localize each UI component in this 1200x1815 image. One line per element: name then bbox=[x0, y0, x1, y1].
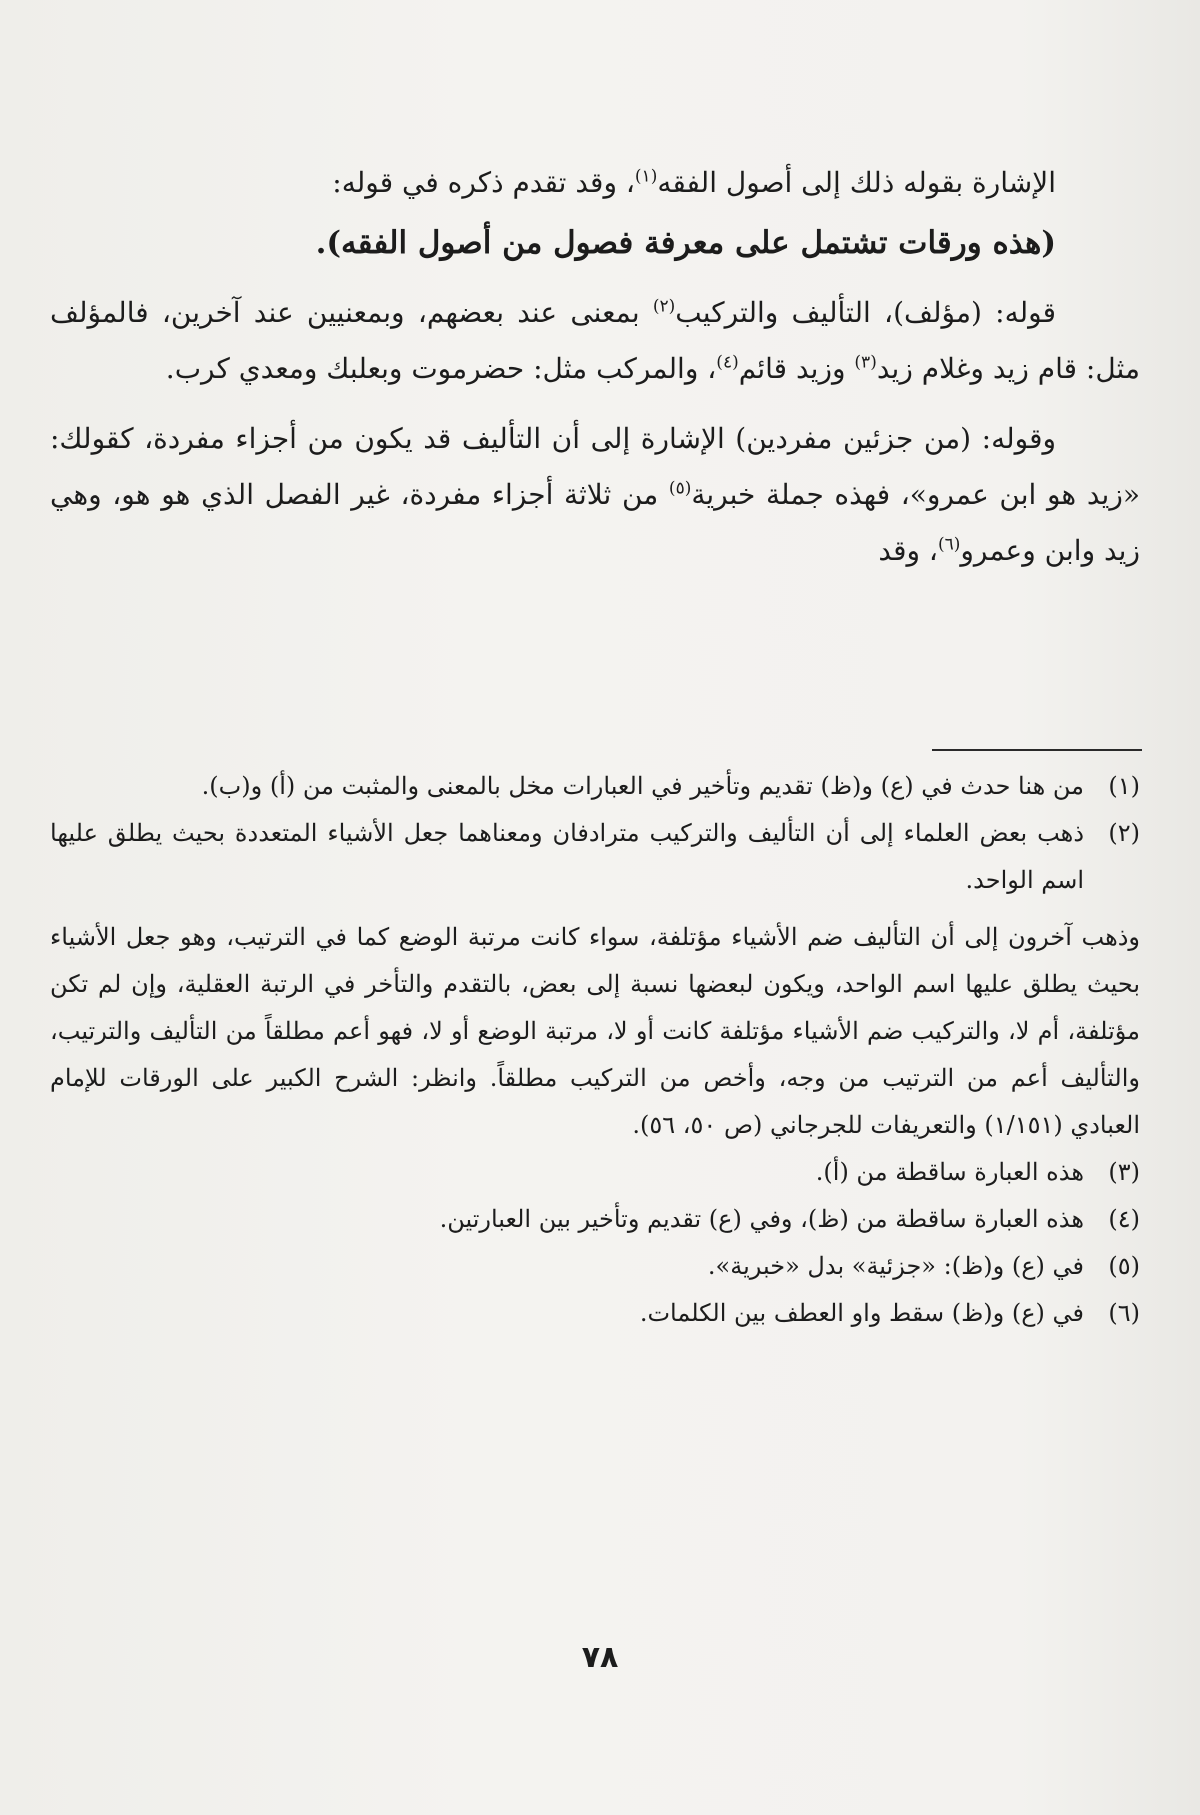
main-text bbox=[50, 155, 1140, 579]
footnote-number: (٤) bbox=[1108, 1205, 1140, 1233]
footnote-ref-2: (٢) bbox=[652, 296, 676, 317]
footnote-2 bbox=[50, 810, 1140, 904]
footnote-number: (٣) bbox=[1108, 1158, 1140, 1186]
footnote-text: ذهب بعض العلماء إلى أن التأليف والتركيب مترادفان ومعناهما جعل الأشياء المتعددة بحيث يطلق عليها اسم الواحد. bbox=[50, 819, 1084, 894]
footnote-divider bbox=[932, 749, 1142, 751]
text-run: وقوله: (من جزئين مفردين) الإشارة إلى أن التأليف قد يكون من أجزاء مفردة، كقولك: «زيد هو ابن عمرو»، فهذه جملة خبرية bbox=[50, 422, 1140, 511]
footnote-6 bbox=[50, 1290, 1140, 1337]
footnote-ref-1: (١) bbox=[634, 166, 658, 187]
page-number: ٧٨ bbox=[581, 1640, 619, 1675]
footnote-text: في (ع) و(ظ) سقط واو العطف بين الكلمات. bbox=[639, 1299, 1084, 1327]
text-run: وزيد قائم bbox=[738, 352, 855, 385]
text-run: ، والمركب مثل: حضرموت وبعلبك ومعدي كرب. bbox=[165, 352, 717, 385]
footnote-ref-4: (٤) bbox=[716, 352, 739, 373]
footnote-number: (٦) bbox=[1108, 1299, 1140, 1327]
text-run: بمعنى عند بعضهم، وبمعنيين عند آخرين، فالمؤلف مثل: قام زيد وغلام زيد bbox=[50, 296, 1140, 385]
footnote-number: (٥) bbox=[1108, 1252, 1140, 1280]
footnote-text: هذه العبارة ساقطة من (ظ)، وفي (ع) تقديم وتأخير بين العبارتين. bbox=[439, 1205, 1084, 1233]
quoted-matn: (هذه ورقات تشتمل على معرفة فصول من أصول الفقه). bbox=[315, 225, 1056, 261]
footnote-text: في (ع) و(ظ): «جزئية» بدل «خبرية». bbox=[707, 1252, 1084, 1280]
footnote-number: (١) bbox=[1108, 772, 1140, 800]
text-run: قوله: (مؤلف)، التأليف والتركيب bbox=[675, 296, 1056, 329]
paragraph-juzain bbox=[50, 411, 1140, 579]
text-run: ، وقد تقدم ذكره في قوله: bbox=[332, 166, 635, 199]
footnote-4 bbox=[50, 1196, 1140, 1243]
footnote-ref-5: (٥) bbox=[668, 478, 692, 499]
footnote-text: وذهب آخرون إلى أن التأليف ضم الأشياء مؤتلفة، سواء كانت مرتبة الوضع كما في الترتيب، وهو جعل الأشياء بحيث يطلق عليها اسم الواحد، ويكون لبعضها نسبة إلى بعض، بالتقدم والتأخر في الرتبة العقلية، وإن لم تكن مؤتلفة، أم لا، والتركيب ضم الأشياء مؤتلفة كانت أو لا، مرتبة الوضع أو لا، فهو أعم مطلقاً من التأليف والترتيب، والتأليف أعم من الترتيب من وجه، وأخص من التركيب مطلقاً. وانظر: الشرح الكبير على الورقات للإمام العبادي (١/١٥١) والتعريفات للجرجاني (ص ٥٠، ٥٦). bbox=[50, 923, 1141, 1139]
paragraph-muallaf bbox=[50, 285, 1140, 397]
text-run: ، وقد bbox=[878, 534, 938, 567]
footnote-ref-6: (٦) bbox=[937, 534, 961, 555]
text-run: الإشارة بقوله ذلك إلى أصول الفقه bbox=[657, 166, 1056, 199]
text-run: من ثلاثة أجزاء مفردة، غير الفصل الذي هو هو، وهي زيد وابن وعمرو bbox=[50, 478, 1140, 567]
footnote-5 bbox=[50, 1243, 1140, 1290]
footnote-number: (٢) bbox=[1108, 819, 1140, 847]
footnote-ref-3: (٣) bbox=[854, 352, 877, 373]
footnotes bbox=[50, 763, 1140, 1337]
footnote-2-continued bbox=[50, 914, 1140, 1149]
footnote-3 bbox=[50, 1149, 1140, 1196]
footnote-text: هذه العبارة ساقطة من (أ). bbox=[815, 1158, 1084, 1186]
footnote-text: من هنا حدث في (ع) و(ظ) تقديم وتأخير في العبارات مخل بالمعنى والمثبت من (أ) و(ب). bbox=[201, 772, 1084, 800]
footnote-1 bbox=[50, 763, 1140, 810]
paragraph-intro bbox=[50, 155, 1140, 211]
